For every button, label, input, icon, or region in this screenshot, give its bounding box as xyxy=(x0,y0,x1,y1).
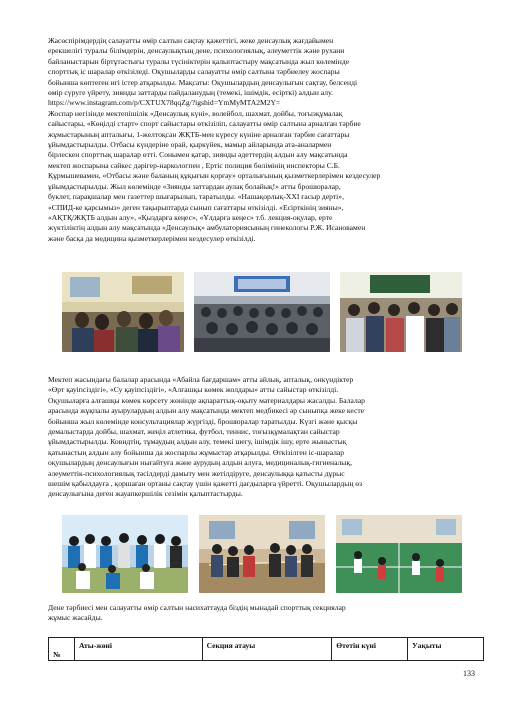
text-line: ерекшелігі туралы білімдерін, денсаулықтың дене, психологиялық, әлеуметтік және рухани xyxy=(48,46,345,56)
sports-sections-table xyxy=(48,637,484,661)
text-line: Дене тәрбиесі мен салауатты өмір салтын насихаттауда біздің мынадай спорттық секциялар xyxy=(48,603,346,612)
photo-row-sports xyxy=(62,515,462,593)
text-line: сайыстары, «Көңілді старт» спорт сайыстары өткізіліп, салауатты өмір салтына арналған тәрбие xyxy=(48,119,361,129)
text-line: арасында жұқпалы ауырулардың алдын алу мақсатында мектеп медбикесі әр сыныпқа жеке кесте xyxy=(48,406,365,416)
text-line: бойынша көптеген игі істер атқарылды. Мақсаты: Оқушылардың денсаулығын сақтау, белсенді xyxy=(48,77,358,87)
text-line: әлеуметтік-психологиялық тәсілдерді дамыту мен жетілдіруге, денсаулыққа қатысты дұрыс xyxy=(48,468,345,478)
number-header: № xyxy=(49,638,75,661)
page-number: 133 xyxy=(463,669,475,678)
table-header-row xyxy=(49,638,484,661)
text-line: «АҚТҚ/ЖҚТБ алдын алу», «Қыздарға кеңес», «Ұлдарға кеңес» т.б. лекция-оқулар, ерте xyxy=(48,212,333,222)
text-line: шешім қабылдауға , қоршаған ортаны сақтау үшін қажетті дағдыларға үйретті. Оқушылардың өз xyxy=(48,479,363,489)
text-line: демалыстарда дойбы, шахмат, жеңіл атлетика, футбол, теннис, тоғызқұмалақтан сайыстар xyxy=(48,427,340,437)
safety-paragraph xyxy=(48,375,484,500)
day-header: Өтетін күні xyxy=(332,638,408,661)
tug-of-war-photo xyxy=(199,515,325,593)
name-header: Аты-жөні xyxy=(74,638,202,661)
assembly-hall-photo xyxy=(194,272,330,352)
text-line: бірлескен спорттық шаралар өтті. Сонымен қатар, зиянды әдеттердің алдын алу мақсатында xyxy=(48,150,348,160)
text-line: Құрмышевамен, «Отбасы және баланың құқығын қорғау» орталығының қызметкерлерімен кездесулер xyxy=(48,171,381,181)
text-line: Жасөспірімдердің салауатты өмір салтын сақтау қажеттігі, жеке денсаулық жағдайымен xyxy=(48,36,334,45)
text-line: денсаулығына деген жауапкершілік сезімін қалыптастырды. xyxy=(48,489,243,499)
classroom-photo xyxy=(340,272,462,352)
instagram-link[interactable]: https://www.instagram.com/p/CXTUX78qqZg/?igshid=YmMyMTA2M2Y= xyxy=(48,98,281,108)
photo-row-meetings xyxy=(62,272,462,352)
text-line: Жоспар негізінде мектепішілік «Денсаулық күні», волейбол, шахмат, дойбы, тоғызқұмалақ xyxy=(48,108,343,118)
text-line: мектеп жоспарына сәйкес дәрігер-наркологпен , Ертіс полиция бөлімінің инспекторы С.Б. xyxy=(48,160,340,170)
text-line: және басқа да медицина қызметкерлерімен кездесулер өткізілді. xyxy=(48,233,256,243)
text-line: оқушылардың денсаулығын нығайтуға және аурудың алдын алуға, медициналық-гигиеналық, xyxy=(48,458,352,468)
sections-intro xyxy=(48,603,484,624)
text-line: ұйымдастырылды. Ковидтің, тұмаудың алдын алу, темекі шегу, ішімдік ішу, ерте жыныстық xyxy=(48,437,347,447)
text-line: байланыстарын біртұтастығы туралы түсініктерін қалыптастыру мақсатында жыл көлемінде xyxy=(48,56,350,66)
meeting-photo xyxy=(62,272,184,352)
text-line: спорттық іс шаралар өткізіледі. Оқушыларды салауатты өмір салтына тәрбиелеу жоспары xyxy=(48,67,340,77)
intro-paragraph xyxy=(48,36,484,244)
text-line: «СПИД-ке қарсымыз» деген тақырыптарда сынып сағаттары өткізілді. «Есірткінің зияны», xyxy=(48,202,344,212)
text-line: жұмыс жасайды. xyxy=(48,613,103,623)
text-line: жүктіліктің алдын алу мақсатында «Денсаулық» амбулаториясының гинекологы Р.Ж. Исановамен xyxy=(48,223,366,233)
text-line: қатынастың алдын алу бойынша да жоспарлы жұмыстар атқарылды. Өткізілген іс-шаралар xyxy=(48,447,345,457)
text-line: ұйымдастырылды. Отбасы күндеріне орай, қыркүйек, мамыр айларында ата-аналармен xyxy=(48,140,332,150)
text-line: жұмыстарының апталығы, 1-желтоқсан ЖҚТБ-мен күресу күніне арналған тәрбие сағаттары xyxy=(48,129,350,139)
text-line: бойынша жыл көлемінде консультациялар жүргізді, брошюралар таратылды. Күзгі және қысқы xyxy=(48,416,358,426)
time-header: Уақыты xyxy=(408,638,484,661)
text-line: «Өрт қауіпсіздігі», «Су қауіпсіздігі», «Алғашқы көмек жолдары» атты сайыстар өткізілді. xyxy=(48,385,339,395)
section-name-header: Секция атауы xyxy=(202,638,332,661)
text-line: буклет, парақшалар мен газеттер шығарылып, таратылды. «Нашақорлық-XXI ғасыр дерті», xyxy=(48,192,344,202)
text-line: өмір сүруге үйрету, зиянды заттарды пайдаланудың (темекі, ішімдік, есірткі) алдын алу. xyxy=(48,88,333,98)
sports-team-photo xyxy=(62,515,188,593)
text-line: Оқушыларға алғашқы көмек көрсету жөнінде ақпараттық-оқыту материалдары жасалды. Балалар xyxy=(48,395,365,405)
text-line: ұйымдастырылды. Жыл көлемінде «Зиянды заттардан аулақ болайық!» атты брошюралар, xyxy=(48,181,341,191)
text-line: Мектеп жасындағы балалар арасында «Абайла бағдаршам» атты айлық, апталық, онкүндіктер xyxy=(48,375,354,384)
gym-match-photo xyxy=(336,515,462,593)
